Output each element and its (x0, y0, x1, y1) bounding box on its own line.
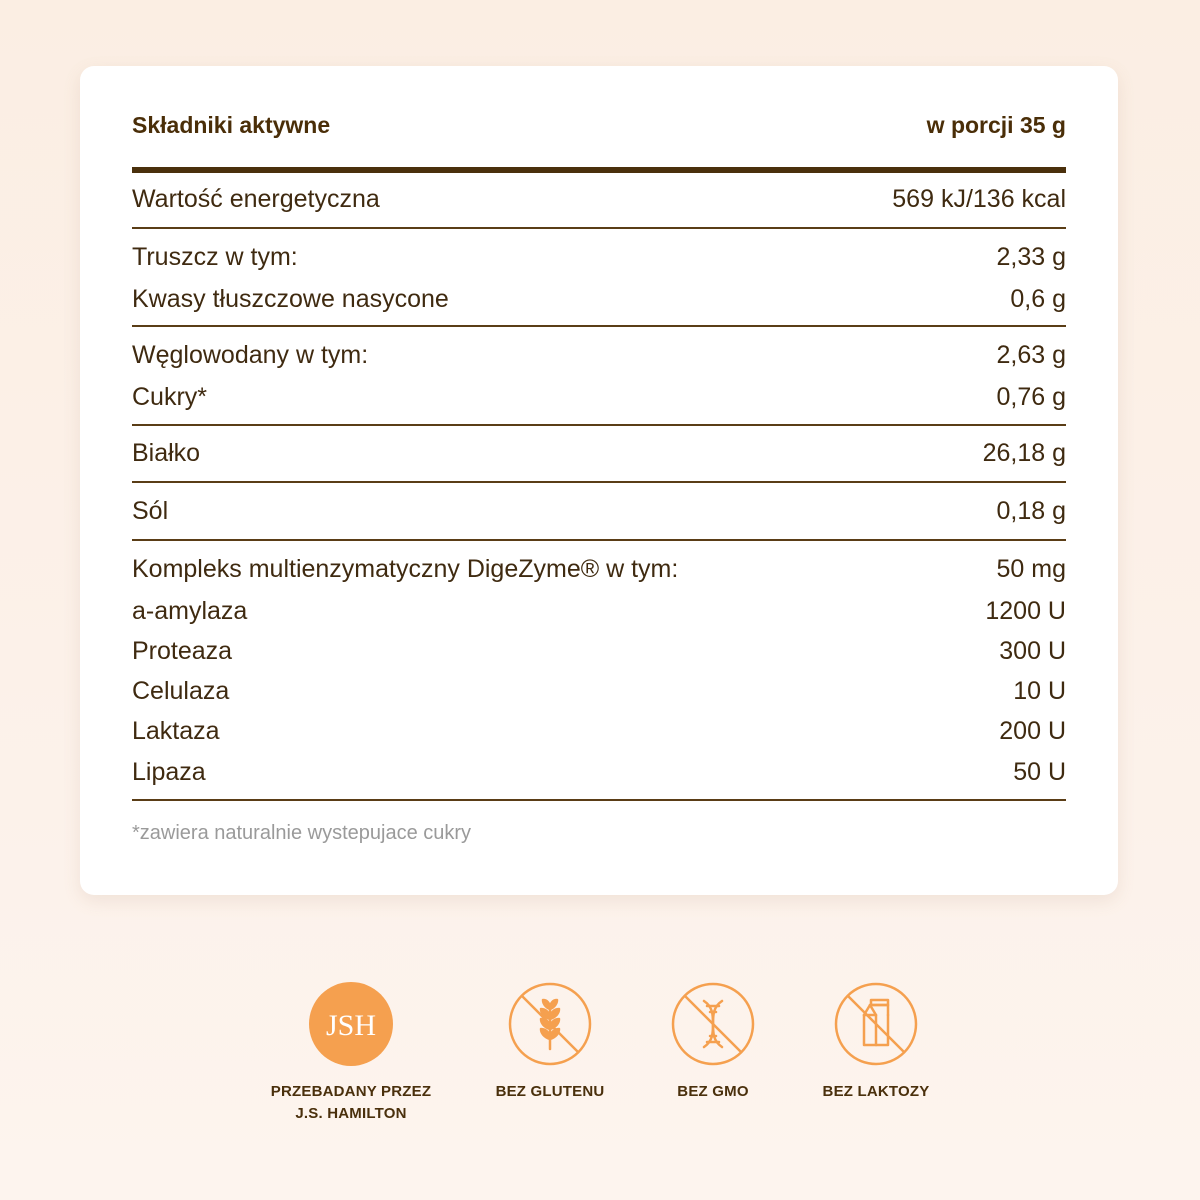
jsh-logo-text: JSH (325, 1009, 377, 1042)
row-divider (132, 424, 1066, 426)
no-gluten-icon (507, 981, 593, 1067)
table-row (132, 553, 1066, 585)
header-value: w porcji 35 g (926, 112, 1066, 138)
no-lactose-icon (833, 981, 919, 1067)
row-value: 200 U (999, 717, 1066, 745)
row-value: 2,33 g (996, 243, 1066, 271)
no-gmo-icon (670, 981, 756, 1067)
table-row (132, 183, 1066, 215)
row-value: 50 mg (996, 555, 1066, 583)
row-value: 10 U (1013, 677, 1066, 705)
row-label: Kwasy tłuszczowe nasycone (132, 285, 449, 313)
table-row (132, 381, 1066, 413)
row-value: 26,18 g (982, 439, 1066, 467)
table-header (132, 112, 1066, 142)
badge-lactose-free (776, 981, 976, 1103)
row-label: Proteaza (132, 637, 233, 665)
row-divider (132, 227, 1066, 229)
row-divider (132, 799, 1066, 801)
row-label: Wartość energetyczna (132, 185, 380, 213)
table-row (132, 339, 1066, 371)
row-divider (132, 539, 1066, 541)
row-label: Truszcz w tym: (132, 243, 298, 271)
row-label: Węglowodany w tym: (132, 341, 369, 369)
table-row (132, 283, 1066, 315)
badge-label: BEZ GMO (677, 1083, 749, 1100)
badge-label: BEZ GLUTENU (495, 1083, 605, 1100)
table-row (132, 595, 1066, 627)
table-row (132, 756, 1066, 788)
row-value: 1200 U (985, 597, 1066, 625)
row-value: 2,63 g (996, 341, 1066, 369)
row-label: Laktaza (132, 717, 220, 745)
jsh-logo-icon (308, 981, 394, 1067)
row-label: Białko (132, 439, 201, 467)
row-value: 0,6 g (1010, 285, 1066, 313)
badge-tested-jsh (251, 981, 451, 1125)
badge-label: J.S. HAMILTON (295, 1105, 407, 1122)
table-row (132, 495, 1066, 527)
row-value: 300 U (999, 637, 1066, 665)
row-label: Celulaza (132, 677, 230, 705)
row-divider (132, 325, 1066, 327)
row-label: a-amylaza (132, 597, 248, 625)
footnote: *zawiera naturalnie wystepujace cukry (132, 822, 472, 844)
nutrition-card (80, 66, 1118, 895)
row-label: Lipaza (132, 758, 206, 786)
row-label: Cukry* (132, 383, 208, 411)
table-row (132, 241, 1066, 273)
header-label: Składniki aktywne (132, 112, 331, 138)
table-row (132, 715, 1066, 747)
row-label: Kompleks multienzymatyczny DigeZyme® w tym: (132, 555, 679, 583)
badge-label: BEZ LAKTOZY (822, 1083, 930, 1100)
row-label: Sól (132, 497, 169, 525)
row-value: 0,18 g (996, 497, 1066, 525)
row-value: 569 kJ/136 kcal (892, 185, 1066, 213)
row-value: 0,76 g (996, 383, 1066, 411)
header-divider (132, 167, 1066, 173)
row-divider (132, 481, 1066, 483)
table-row (132, 675, 1066, 707)
table-row (132, 635, 1066, 667)
table-row (132, 437, 1066, 469)
row-value: 50 U (1013, 758, 1066, 786)
badge-label: PRZEBADANY PRZEZ (270, 1083, 432, 1100)
